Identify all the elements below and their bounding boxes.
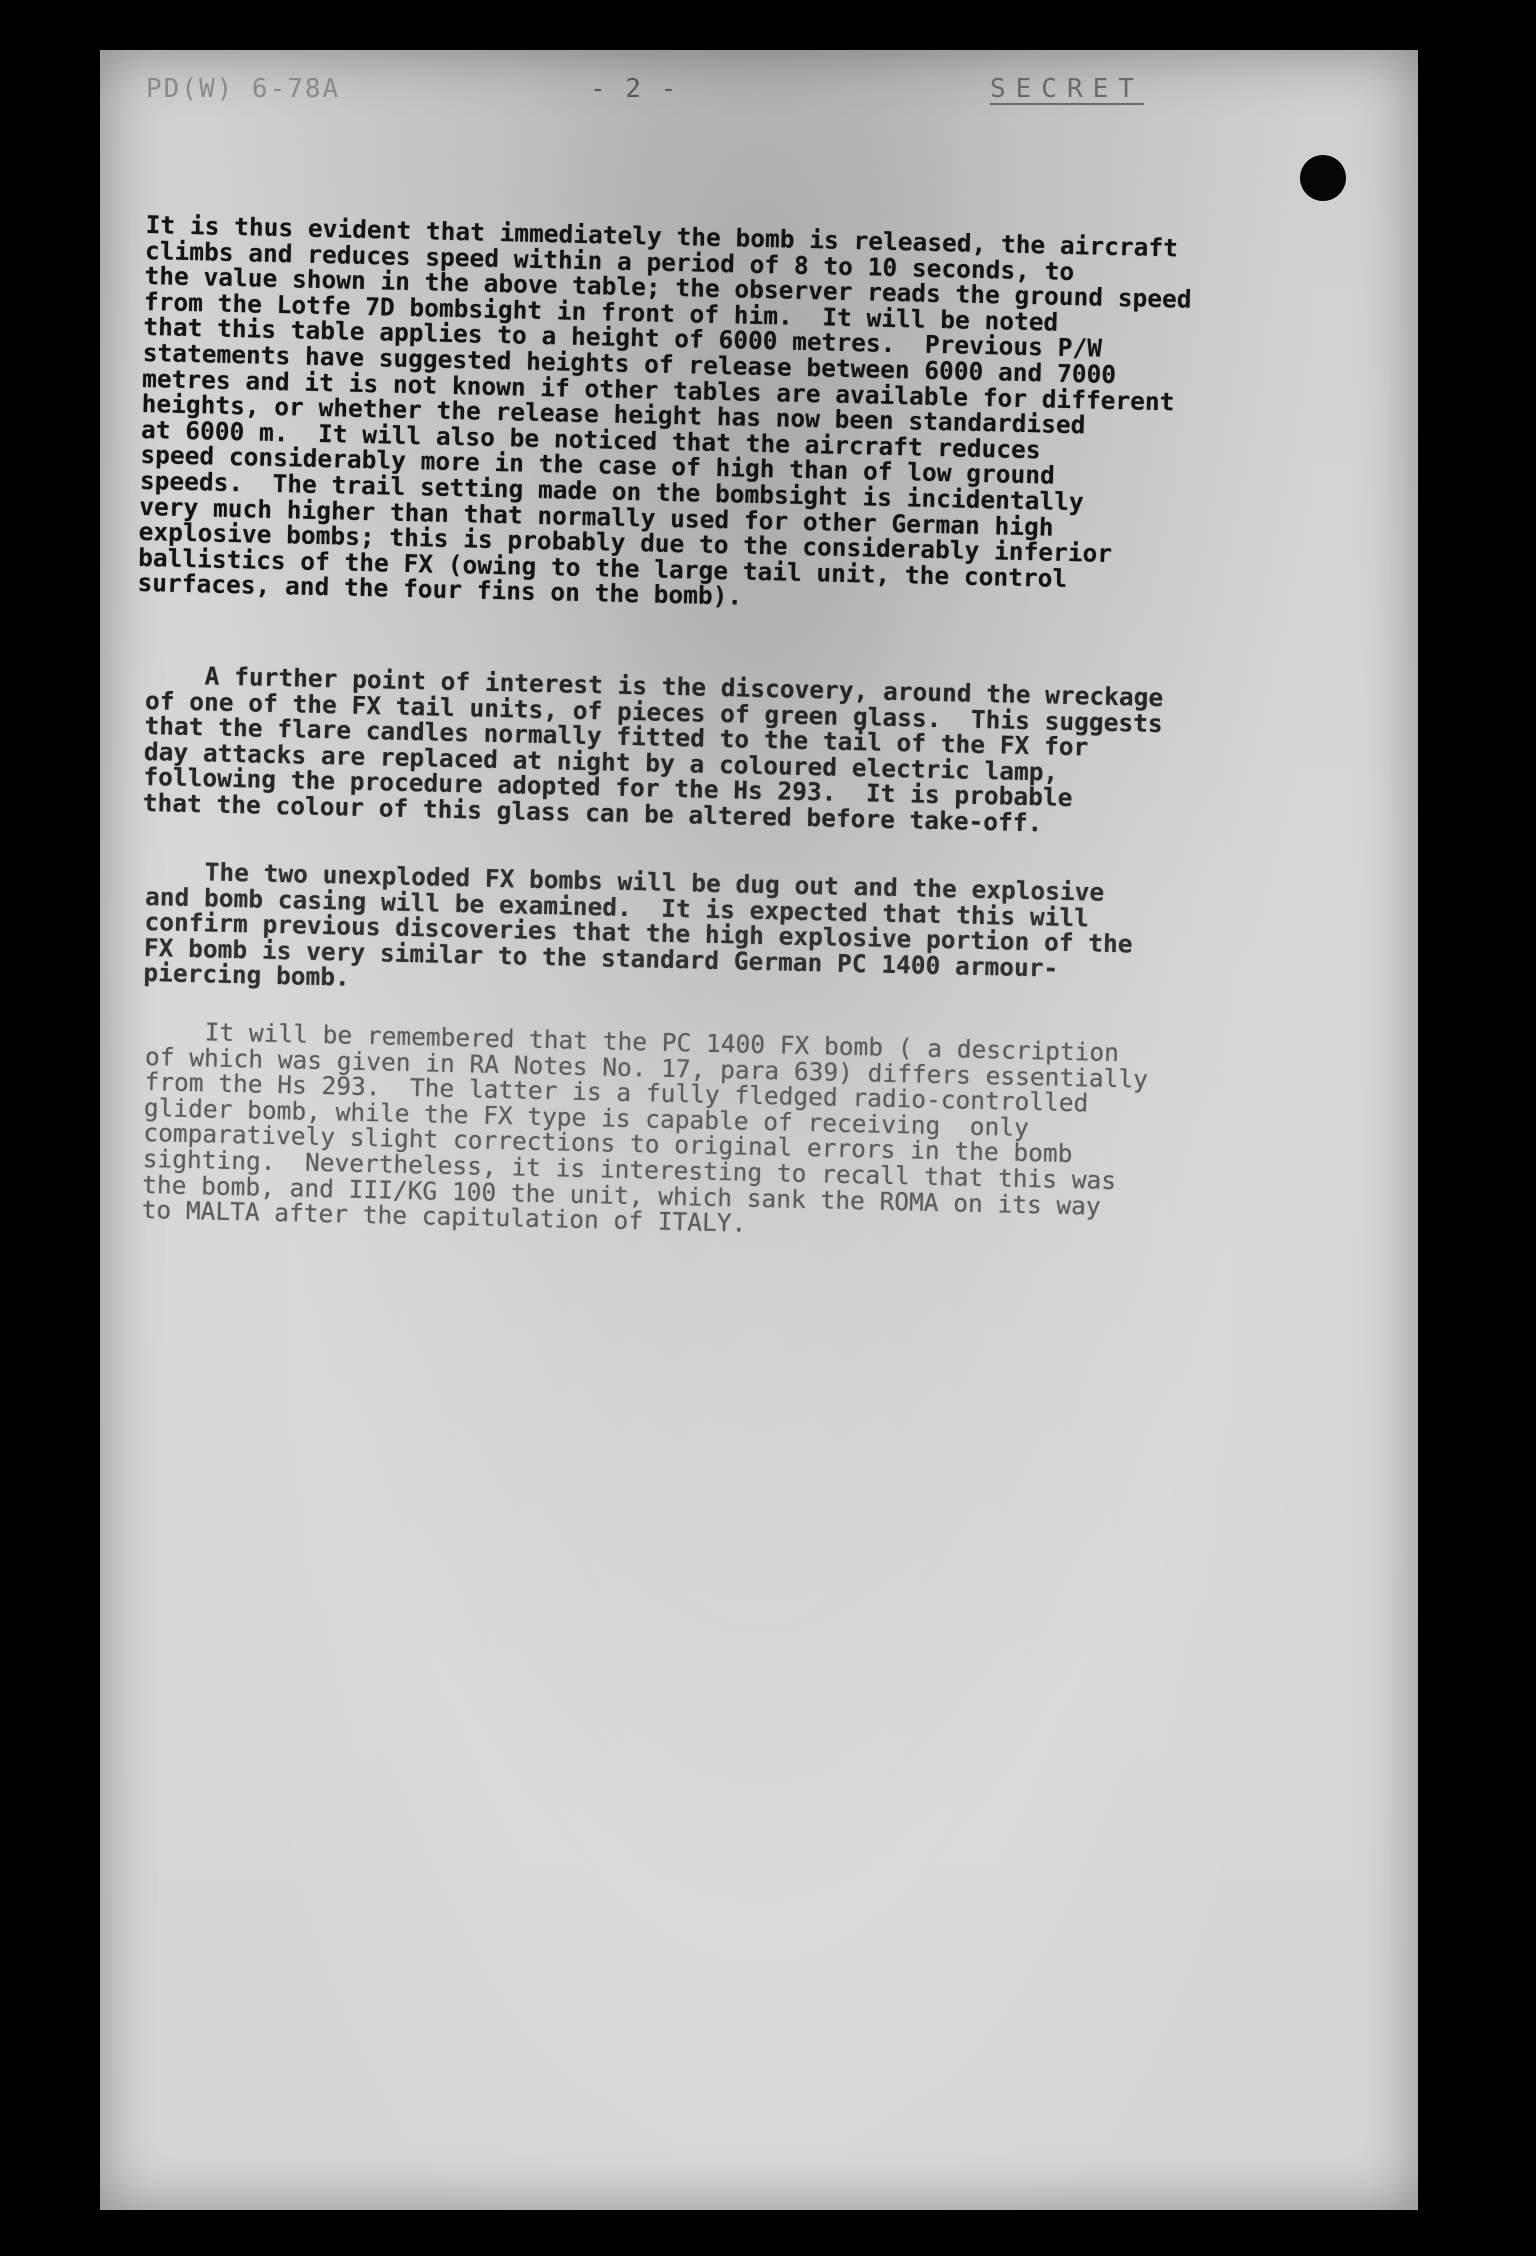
document-reference: PD(W) 6-78A <box>146 74 341 104</box>
paragraph-fx-bomb-history: It will be remembered that the PC 1400 FX bomb ( a description of which was given in RA Notes No. 17, para 639) differs essentially from the Hs 293. The latter is a fully fledged radio-controlled glider bomb, while the FX type is capable of receiving only comparatively slight corrections to original errors in the bomb sighting. Nevertheless, it is interesting to recall that this was the bomb, and III/KG 100 the unit, which sank the ROMA on its way to MALTA after the capitulation of ITALY. <box>141 1016 1149 1238</box>
paragraph-green-glass: A further point of interest is the discovery, around the wreckage of one of the FX tail units, of pieces of green glass. This suggests that the flare candles normally fitted to the tail of the FX for day attacks are replaced at night by a coloured electric lamp, following the procedure adopted for the Hs 293. It is probable that the colour of this glass can be altered before take-off. <box>142 660 1164 838</box>
paragraph-release-speed: It is thus evident that immediately the bomb is released, the aircraft climbs and reduces speed within a period of 8 to 10 seconds, to the value shown in the above table; the observer reads the ground speed from the Lotfe 7D bombsight in front of him. It will be noted that this table applies to a height of 6000 metres. Previous P/W statements have suggested heights of release between 6000 and 7000 metres and it is not known if other tables are available for different heights, or whether the release height has now been standardised at 6000 m. It will also be noticed that the aircraft reduces speed considerably more in the case of high than of low ground speeds. The trail setting made on the bombsight is incidentally very much higher than that normally used for other German high explosive bombs; this is probably due to the considerably inferior ballistics of the FX (owing to the large tail unit, the control surfaces, and the four fins on the bomb). <box>137 210 1192 611</box>
page-number: - 2 - <box>590 74 679 104</box>
security-classification: SECRET <box>990 74 1144 104</box>
paragraph-unexploded-bombs: The two unexploded FX bombs will be dug out and the explosive and bomb casing will be examined. It is expected that this will confirm previous discoveries that the high explosive portion of the FX bomb is very similar to the standard German PC 1400 armour- piercing bomb. <box>143 856 1133 993</box>
punch-hole <box>1300 155 1346 201</box>
